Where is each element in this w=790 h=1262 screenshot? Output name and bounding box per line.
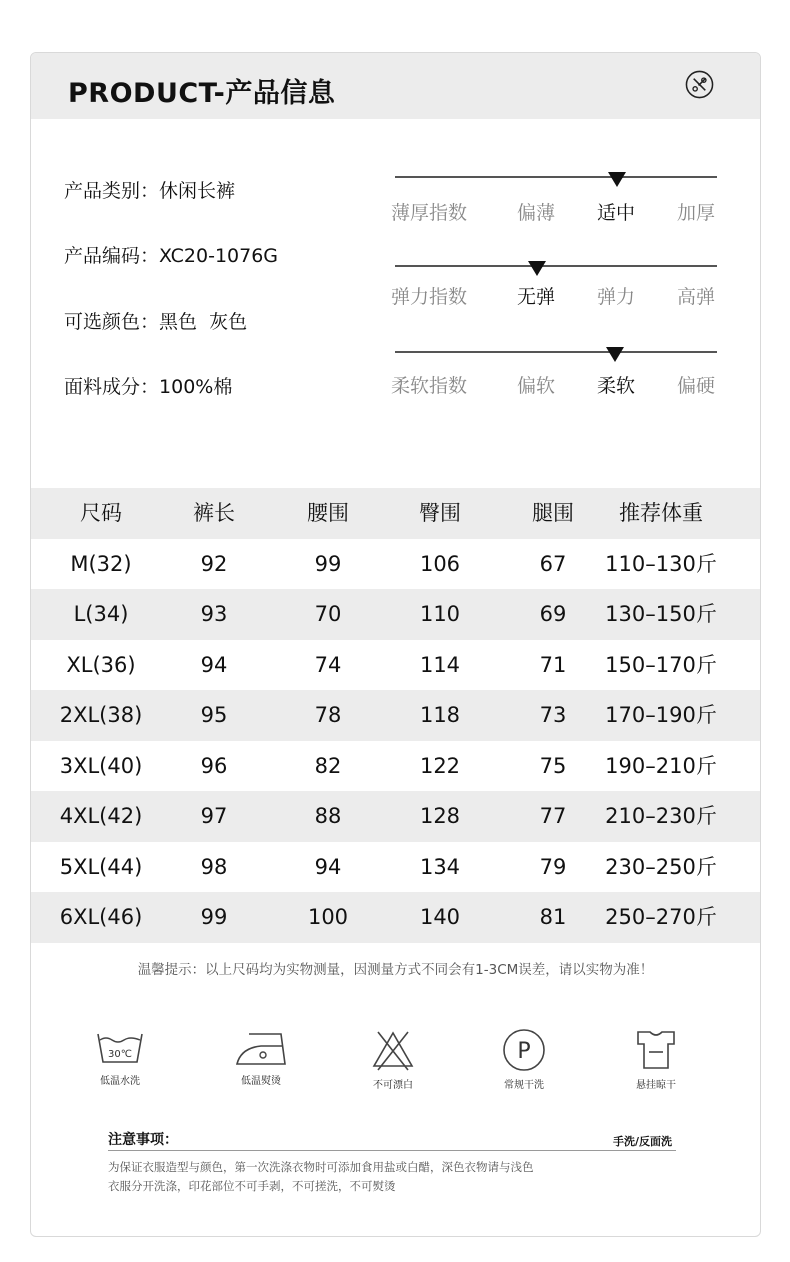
column-header: 臀围 [419,501,461,525]
spec-label: 可选颜色： [64,311,160,333]
softness-index-marker [606,347,624,362]
elasticity-option: 高弹 [676,286,715,308]
thickness-option: 偏薄 [516,202,555,224]
care-label: 常规干洗 [504,1080,544,1091]
measurement-tip: 温馨提示：以上尺码均为实物测量，因测量方式不同会有1-3CM误差，请以实物为准！ [137,962,654,978]
length-cell: 99 [200,905,228,929]
spec-value: 休闲长裤 [159,180,236,202]
care-item-iron [221,1028,301,1087]
dry-clean-letter: P [517,1039,531,1064]
thigh-cell: 69 [539,602,567,626]
thigh-cell: 79 [539,854,567,879]
spec-fabric [64,372,232,399]
page-title: PRODUCT-产品信息 [68,78,336,109]
thickness-index-track [395,176,717,178]
elasticity-option-selected: 无弹 [516,286,555,308]
iron-low-icon [233,1028,289,1068]
wash-temp: 30℃ [108,1049,132,1060]
table-row [31,892,760,943]
hip-cell: 122 [419,753,461,778]
table-row [31,589,760,640]
weight-cell: 130–150斤 [605,602,717,626]
table-row [31,640,760,691]
thigh-cell: 71 [539,652,567,677]
size-cell: 3XL(40) [59,753,143,778]
softness-index-name: 柔软指数 [391,375,468,397]
no-bleach-icon [368,1028,418,1072]
care-label: 低温水洗 [100,1076,140,1087]
table-row [31,842,760,893]
weight-cell: 190–210斤 [605,753,717,778]
waist-cell: 100 [307,905,349,929]
wash-30c-icon [94,1028,146,1068]
thigh-cell: 67 [539,551,567,576]
length-cell: 97 [200,804,228,828]
care-item-dryclean [484,1028,564,1091]
size-cell: M(32) [70,551,132,576]
hang-dry-icon [632,1028,680,1072]
column-header: 推荐体重 [619,501,703,525]
hip-cell: 106 [419,551,461,576]
care-label: 不可漂白 [373,1080,413,1091]
elasticity-index-name: 弹力指数 [391,286,468,308]
softness-index-track [395,351,717,353]
spec-value: 100%棉 [159,376,233,398]
spec-category [64,176,235,203]
length-cell: 93 [200,602,228,626]
thigh-cell: 77 [539,804,567,828]
notice-wash-method: 手洗/反面洗 [613,1135,673,1148]
elasticity-index-track [395,265,717,267]
hip-cell: 140 [419,905,461,929]
length-cell: 98 [200,854,228,879]
elasticity-option: 弹力 [596,286,635,308]
spec-value: 黑色 灰色 [159,311,248,333]
scissors-badge-icon [685,70,714,99]
care-label: 悬挂晾干 [636,1080,676,1091]
table-row [31,690,760,741]
size-cell: XL(36) [66,652,136,677]
waist-cell: 78 [314,703,342,727]
softness-option-selected: 柔软 [596,375,635,397]
waist-cell: 82 [314,753,342,778]
dry-clean-p-icon [500,1028,548,1072]
length-cell: 95 [200,703,228,727]
length-cell: 96 [200,753,228,778]
spec-label: 产品类别： [64,180,160,202]
column-header: 裤长 [193,501,235,525]
waist-cell: 94 [314,854,342,879]
table-row [31,741,760,792]
column-header: 腰围 [307,501,349,525]
notice-title: 注意事项： [108,1132,178,1148]
product-header [31,53,760,119]
spec-value: XC20-1076G [159,245,279,267]
spec-colors [64,307,247,334]
thigh-cell: 75 [539,753,567,778]
care-item-wash [80,1028,160,1087]
thigh-cell: 81 [539,905,567,929]
spec-label: 面料成分： [64,376,160,398]
product-info-card [30,52,761,1237]
softness-option: 偏软 [516,375,555,397]
hip-cell: 114 [419,652,461,677]
hip-cell: 128 [419,804,461,828]
thickness-index-name: 薄厚指数 [391,202,468,224]
hip-cell: 134 [419,854,461,879]
length-cell: 94 [200,652,228,677]
notice-text-line: 为保证衣服造型与颜色，第一次洗涤衣物时可添加食用盐或白醋，深色衣物请与浅色 [108,1160,534,1174]
softness-option: 偏硬 [676,375,715,397]
thickness-option: 加厚 [676,202,715,224]
size-cell: 2XL(38) [59,703,143,727]
table-row [31,791,760,842]
waist-cell: 74 [314,652,342,677]
hip-cell: 118 [419,703,461,727]
waist-cell: 99 [314,551,342,576]
size-table-header [31,488,760,539]
weight-cell: 170–190斤 [605,703,717,727]
care-item-hang [616,1028,696,1091]
hip-cell: 110 [419,602,461,626]
spec-code [64,241,278,268]
size-cell: L(34) [73,602,129,626]
thigh-cell: 73 [539,703,567,727]
size-cell: 6XL(46) [59,905,143,929]
notice-text-line: 衣服分开洗涤，印花部位不可手剥，不可搓洗，不可熨烫 [108,1179,396,1193]
waist-cell: 70 [314,602,342,626]
elasticity-index-marker [528,261,546,276]
size-cell: 4XL(42) [59,804,143,828]
care-label: 低温熨烫 [241,1076,281,1087]
weight-cell: 230–250斤 [605,854,717,879]
size-cell: 5XL(44) [59,854,143,879]
waist-cell: 88 [314,804,342,828]
weight-cell: 250–270斤 [605,905,717,929]
spec-label: 产品编码： [64,245,160,267]
care-item-bleach [353,1028,433,1091]
length-cell: 92 [200,551,228,576]
table-row [31,539,760,590]
thickness-index-marker [608,172,626,187]
weight-cell: 150–170斤 [605,652,717,677]
column-header: 尺码 [80,501,122,525]
weight-cell: 210–230斤 [605,804,717,828]
column-header: 腿围 [532,501,574,525]
weight-cell: 110–130斤 [605,551,717,576]
notice-divider [108,1150,676,1151]
thickness-option-selected: 适中 [596,202,635,224]
